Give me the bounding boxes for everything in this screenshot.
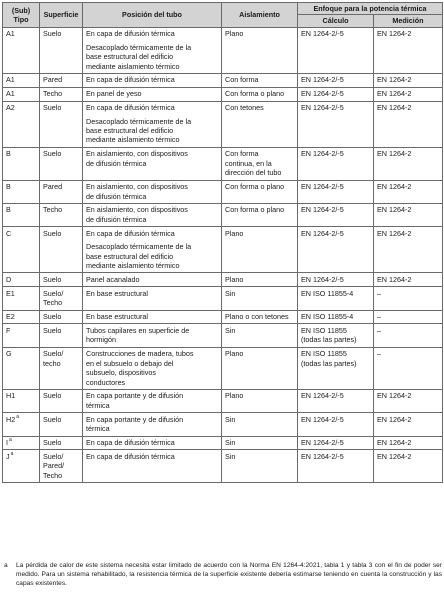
cell-line: Suelo — [43, 149, 62, 159]
cell-line: de difusión térmica — [86, 158, 147, 168]
cell-calculo — [298, 101, 374, 147]
cell-line: En capa de difusión térmica — [86, 75, 175, 85]
cell-line: En aislamiento, con dispositivos — [86, 182, 188, 192]
footnote — [2, 561, 442, 588]
cell-line: En capa de difusión térmica — [86, 438, 175, 448]
table-row — [3, 436, 443, 450]
cell-line: – — [377, 325, 381, 335]
cell-calculo — [298, 180, 374, 203]
cell-calculo — [298, 227, 374, 273]
cell-line: Con forma o plano — [225, 205, 285, 215]
cell-aislamiento — [222, 450, 298, 483]
cell-superficie — [40, 389, 83, 412]
table-header — [3, 3, 443, 28]
cell-posicion — [83, 450, 222, 483]
cell-tipo — [3, 287, 40, 310]
footnote-text: La pérdida de calor de este sistema necesita estar limitado de acuerdo con la Norma EN 1264-4:2021, tabla 1 y tabla 3 con el fin de poder ser medido. Para un sistema rehabilitado, la resistencia térmica de la superficie existente debería estimarse teniendo en cuenta la construcción y las capas existentes. — [16, 562, 442, 587]
cell-line: Construcciones de madera, tubos — [86, 349, 194, 359]
cell-line: Desacoplado térmicamente de la — [86, 42, 192, 52]
footnote-ref: a — [16, 413, 19, 420]
cell-superficie — [40, 273, 83, 287]
cell-tipo — [3, 347, 40, 389]
header-medicion: Medición — [374, 15, 443, 27]
cell-line: EN 1264-2 — [377, 75, 412, 85]
cell-line: Plano — [225, 349, 244, 359]
table-row — [3, 87, 443, 101]
table-row — [3, 73, 443, 87]
cell-line: EN 1264-2 — [377, 414, 412, 424]
cell-calculo — [298, 147, 374, 180]
header-calculo: Cálculo — [298, 15, 374, 27]
table-row — [3, 227, 443, 273]
cell-superficie — [40, 287, 83, 310]
table-row — [3, 147, 443, 180]
cell-line: Suelo — [43, 228, 62, 238]
tipo-label: A1 — [6, 89, 15, 99]
cell-line: En base estructural — [86, 288, 148, 298]
cell-calculo — [298, 347, 374, 389]
cell-posicion — [83, 73, 222, 87]
cell-line: – — [377, 312, 381, 322]
cell-line: Con forma — [225, 75, 259, 85]
cell-medicion — [374, 324, 443, 347]
cell-aislamiento — [222, 347, 298, 389]
cell-tipo — [3, 147, 40, 180]
cell-line: Desacoplado térmicamente de la — [86, 242, 192, 252]
table-row — [3, 180, 443, 203]
cell-line: (todas las partes) — [301, 358, 357, 368]
cell-calculo — [298, 450, 374, 483]
header-enfoque: Enfoque para la potencia térmica — [298, 3, 443, 15]
cell-tipo — [3, 73, 40, 87]
cell-tipo — [3, 436, 40, 450]
cell-line: techo — [43, 358, 61, 368]
cell-aislamiento — [222, 273, 298, 287]
header-posicion: Posición del tubo — [83, 3, 222, 28]
cell-line: conductores — [86, 377, 126, 387]
cell-line: EN 1264-2/-5 — [301, 451, 344, 461]
cell-line: Techo — [43, 470, 63, 480]
cell-posicion — [83, 436, 222, 450]
cell-line: mediante aislamiento térmico — [86, 260, 180, 270]
cell-aislamiento — [222, 147, 298, 180]
cell-superficie — [40, 324, 83, 347]
cell-aislamiento — [222, 324, 298, 347]
cell-line: EN 1264-2 — [377, 274, 412, 284]
cell-line: base estructural del edificio — [86, 52, 174, 62]
cell-line: de difusión térmica — [86, 191, 147, 201]
cell-line: EN 1264-2/-5 — [301, 228, 344, 238]
cell-medicion — [374, 87, 443, 101]
cell-calculo — [298, 413, 374, 436]
cell-line: En capa portante y de difusión — [86, 414, 184, 424]
cell-line: Suelo/ — [43, 451, 64, 461]
cell-aislamiento — [222, 413, 298, 436]
cell-line: Plano — [225, 274, 244, 284]
cell-line: EN 1264-2 — [377, 451, 412, 461]
cell-line: Suelo — [43, 438, 62, 448]
tipo-label: I — [6, 438, 8, 448]
cell-line: EN 1264-2 — [377, 391, 412, 401]
cell-line: Suelo — [43, 414, 62, 424]
cell-line: EN ISO 11855-4 — [301, 288, 354, 298]
table-row — [3, 324, 443, 347]
cell-line: (todas las partes) — [301, 335, 357, 345]
cell-line: EN 1264-2/-5 — [301, 89, 344, 99]
cell-line: EN 1264-2/-5 — [301, 205, 344, 215]
table-row — [3, 450, 443, 483]
cell-line: EN 1264-2 — [377, 149, 412, 159]
tipo-label: H1 — [6, 391, 16, 401]
table-row — [3, 101, 443, 147]
cell-tipo — [3, 389, 40, 412]
cell-posicion — [83, 147, 222, 180]
tipo-label: E1 — [6, 288, 15, 298]
cell-line: Suelo/ — [43, 349, 64, 359]
cell-superficie — [40, 227, 83, 273]
heating-systems-table — [2, 2, 443, 483]
cell-line: mediante aislamiento térmico — [86, 61, 180, 71]
cell-posicion — [83, 203, 222, 226]
cell-aislamiento — [222, 389, 298, 412]
cell-line: EN 1264-2/-5 — [301, 182, 344, 192]
table-row — [3, 413, 443, 436]
cell-line: Con forma o plano — [225, 182, 285, 192]
tipo-label: H2 — [6, 414, 16, 424]
cell-line: Suelo — [43, 29, 62, 39]
cell-line: En capa de difusión térmica — [86, 29, 175, 39]
cell-posicion — [83, 180, 222, 203]
cell-line: EN 1264-2/-5 — [301, 274, 344, 284]
footnote-ref: a — [9, 437, 12, 444]
cell-line: EN ISO 11855 — [301, 325, 347, 335]
cell-line: Con tetones — [225, 103, 264, 113]
cell-line: base estructural del edificio — [86, 251, 174, 261]
cell-line: Suelo — [43, 274, 62, 284]
cell-line: Techo — [43, 89, 63, 99]
cell-medicion — [374, 287, 443, 310]
cell-line: Plano o con tetones — [225, 312, 289, 322]
cell-tipo — [3, 227, 40, 273]
cell-line: Pared — [43, 182, 63, 192]
tipo-label: G — [6, 349, 12, 359]
cell-line: EN 1264-2/-5 — [301, 75, 344, 85]
cell-line: EN 1264-2 — [377, 182, 412, 192]
cell-line: Suelo — [43, 103, 62, 113]
tipo-label: J — [6, 451, 10, 461]
cell-medicion — [374, 436, 443, 450]
cell-aislamiento — [222, 27, 298, 73]
cell-medicion — [374, 147, 443, 180]
cell-line: Desacoplado térmicamente de la — [86, 116, 192, 126]
table-row — [3, 287, 443, 310]
cell-medicion — [374, 203, 443, 226]
cell-line: EN 1264-2/-5 — [301, 438, 344, 448]
cell-aislamiento — [222, 73, 298, 87]
cell-line: Plano — [225, 391, 244, 401]
tipo-label: D — [6, 274, 12, 284]
cell-posicion — [83, 347, 222, 389]
table-row — [3, 203, 443, 226]
cell-aislamiento — [222, 436, 298, 450]
cell-superficie — [40, 347, 83, 389]
table-row — [3, 389, 443, 412]
cell-aislamiento — [222, 101, 298, 147]
table-body — [3, 27, 443, 482]
cell-tipo — [3, 180, 40, 203]
cell-medicion — [374, 310, 443, 324]
cell-tipo — [3, 310, 40, 324]
cell-aislamiento — [222, 287, 298, 310]
cell-calculo — [298, 310, 374, 324]
cell-line: En capa portante y de difusión — [86, 391, 184, 401]
tipo-label: A2 — [6, 103, 15, 113]
cell-line: EN 1264-2 — [377, 89, 412, 99]
cell-medicion — [374, 180, 443, 203]
cell-line: EN ISO 11855 — [301, 349, 347, 359]
cell-medicion — [374, 27, 443, 73]
cell-line: Sin — [225, 325, 236, 335]
cell-line: de difusión térmica — [86, 214, 147, 224]
cell-aislamiento — [222, 87, 298, 101]
cell-line: Sin — [225, 438, 236, 448]
cell-tipo — [3, 273, 40, 287]
cell-medicion — [374, 347, 443, 389]
cell-superficie — [40, 73, 83, 87]
cell-calculo — [298, 273, 374, 287]
cell-medicion — [374, 227, 443, 273]
cell-medicion — [374, 389, 443, 412]
cell-medicion — [374, 450, 443, 483]
tipo-label: B — [6, 205, 11, 215]
cell-tipo — [3, 203, 40, 226]
tipo-label: B — [6, 182, 11, 192]
cell-line: Sin — [225, 451, 236, 461]
cell-posicion — [83, 389, 222, 412]
cell-line: EN 1264-2/-5 — [301, 149, 344, 159]
cell-line: Suelo — [43, 312, 62, 322]
cell-line: mediante aislamiento térmico — [86, 135, 180, 145]
table-row — [3, 27, 443, 73]
cell-posicion — [83, 101, 222, 147]
cell-medicion — [374, 273, 443, 287]
table-row — [3, 310, 443, 324]
cell-posicion — [83, 310, 222, 324]
cell-line: En aislamiento, con dispositivos — [86, 149, 188, 159]
cell-tipo — [3, 101, 40, 147]
cell-tipo — [3, 87, 40, 101]
cell-line: – — [377, 349, 381, 359]
cell-line: EN ISO 11855-4 — [301, 312, 354, 322]
cell-line: – — [377, 288, 381, 298]
cell-tipo — [3, 27, 40, 73]
cell-calculo — [298, 203, 374, 226]
cell-line: Plano — [225, 29, 244, 39]
cell-line: Pared/ — [43, 461, 65, 471]
table-row — [3, 273, 443, 287]
cell-line: En base estructural — [86, 312, 148, 322]
cell-line: En capa de difusión térmica — [86, 228, 175, 238]
cell-line: térmica — [86, 400, 110, 410]
cell-line: Panel acanalado — [86, 274, 140, 284]
cell-line: hormigón — [86, 335, 116, 345]
cell-aislamiento — [222, 180, 298, 203]
cell-posicion — [83, 273, 222, 287]
cell-line: EN 1264-2/-5 — [301, 103, 344, 113]
cell-line: EN 1264-2 — [377, 438, 412, 448]
cell-tipo — [3, 324, 40, 347]
cell-line: en el subsuelo o debajo del — [86, 358, 174, 368]
header-tipo: (Sub) Tipo — [3, 3, 40, 28]
cell-line: Pared — [43, 75, 63, 85]
cell-line: térmica — [86, 424, 110, 434]
cell-line: Sin — [225, 288, 236, 298]
cell-medicion — [374, 73, 443, 87]
cell-posicion — [83, 287, 222, 310]
cell-calculo — [298, 27, 374, 73]
cell-posicion — [83, 227, 222, 273]
cell-superficie — [40, 203, 83, 226]
cell-line: En panel de yeso — [86, 89, 142, 99]
cell-line: EN 1264-2 — [377, 103, 412, 113]
tipo-label: E2 — [6, 312, 15, 322]
cell-aislamiento — [222, 227, 298, 273]
footnote-ref: a — [10, 450, 14, 457]
tipo-label: B — [6, 149, 11, 159]
cell-posicion — [83, 324, 222, 347]
tipo-label: A1 — [6, 29, 15, 39]
cell-aislamiento — [222, 310, 298, 324]
cell-tipo — [3, 413, 40, 436]
cell-line: EN 1264-2/-5 — [301, 414, 344, 424]
cell-line: Techo — [43, 298, 63, 308]
cell-superficie — [40, 27, 83, 73]
cell-line: EN 1264-2/-5 — [301, 29, 344, 39]
cell-calculo — [298, 73, 374, 87]
cell-line: base estructural del edificio — [86, 126, 174, 136]
tipo-label: C — [6, 228, 12, 238]
cell-superficie — [40, 436, 83, 450]
cell-calculo — [298, 287, 374, 310]
cell-line: EN 1264-2 — [377, 228, 412, 238]
cell-line: Con forma o plano — [225, 89, 285, 99]
cell-superficie — [40, 147, 83, 180]
cell-calculo — [298, 87, 374, 101]
cell-calculo — [298, 324, 374, 347]
cell-superficie — [40, 87, 83, 101]
cell-line: EN 1264-2 — [377, 205, 412, 215]
cell-superficie — [40, 413, 83, 436]
cell-line: Con forma — [225, 149, 259, 159]
cell-line: Suelo/ — [43, 288, 64, 298]
cell-line: subsuelo, dispositivos — [86, 368, 156, 378]
table-row — [3, 347, 443, 389]
cell-superficie — [40, 180, 83, 203]
header-superficie: Superficie — [40, 3, 83, 28]
cell-tipo — [3, 450, 40, 483]
cell-line: En aislamiento, con dispositivos — [86, 205, 188, 215]
header-aislamiento: Aislamiento — [222, 3, 298, 28]
cell-calculo — [298, 389, 374, 412]
cell-posicion — [83, 27, 222, 73]
cell-superficie — [40, 310, 83, 324]
cell-aislamiento — [222, 203, 298, 226]
cell-posicion — [83, 413, 222, 436]
cell-superficie — [40, 101, 83, 147]
cell-line: Sin — [225, 414, 236, 424]
footnote-mark: a — [4, 562, 8, 569]
cell-posicion — [83, 87, 222, 101]
tipo-label: A1 — [6, 75, 15, 85]
cell-line: EN 1264-2 — [377, 29, 412, 39]
cell-line: En capa de difusión térmica — [86, 451, 175, 461]
cell-line: Plano — [225, 228, 244, 238]
cell-line: continua, en la — [225, 158, 272, 168]
cell-superficie — [40, 450, 83, 483]
cell-line: En capa de difusión térmica — [86, 103, 175, 113]
cell-line: EN 1264-2/-5 — [301, 391, 344, 401]
cell-medicion — [374, 101, 443, 147]
cell-line: Techo — [43, 205, 63, 215]
cell-line: dirección del tubo — [225, 168, 282, 178]
cell-line: Tubos capilares en superficie de — [86, 325, 190, 335]
cell-line: Suelo — [43, 325, 62, 335]
cell-line: Suelo — [43, 391, 62, 401]
tipo-label: F — [6, 325, 11, 335]
cell-calculo — [298, 436, 374, 450]
cell-medicion — [374, 413, 443, 436]
